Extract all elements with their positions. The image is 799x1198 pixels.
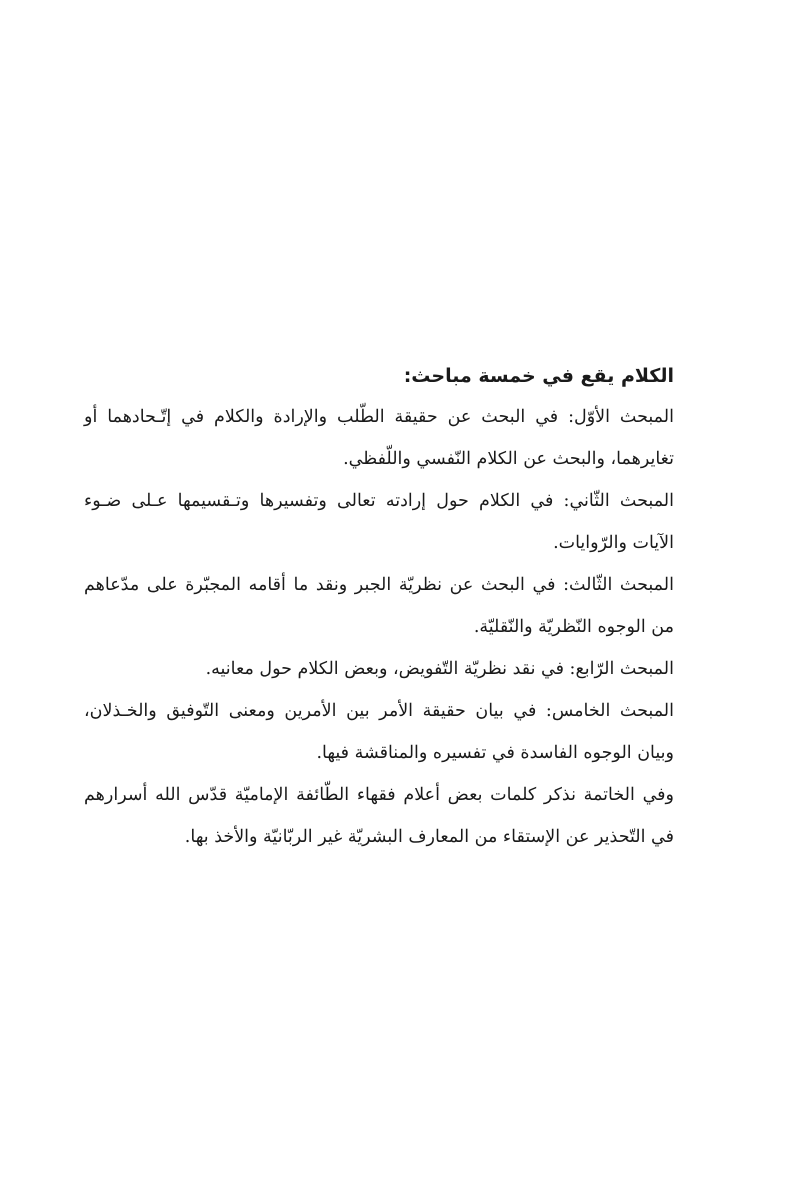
paragraph-conclusion: وفي الخاتمة نذكر كلمات بعض أعلام فقهاء الطّائفة الإماميّة قدّس الله أسرارهم في التّحذير عن الإستقاء من المعارف البشريّة غير الربّانيّة والأخذ بها. <box>84 785 674 847</box>
page-content <box>84 356 674 858</box>
paragraph-fourth-topic: المبحث الرّابع: في نقد نظريّة التّفويض، وبعض الكلام حول معانيه. <box>205 659 674 679</box>
paragraph-fifth-topic: المبحث الخامس: في بيان حقيقة الأمر بين الأمرين ومعنى التّوفيق والخـذلان، وبيان الوجوه الفاسدة في تفسيره والمناقشة فيها. <box>84 701 674 763</box>
section-heading: الكلام يقع في خمسة مباحث: <box>403 365 674 387</box>
paragraph-first-topic: المبحث الأوّل: في البحث عن حقيقة الطّلب والإرادة والكلام في إتّـحادهما أو تغايرهما، والبحث عن الكلام النّفسي واللّفظي. <box>84 407 674 469</box>
paragraph-third-topic: المبحث الثّالث: في البحث عن نظريّة الجبر ونقد ما أقامه المجبّرة على مدّعاهم من الوجوه النّظريّة والنّقليّة. <box>84 575 674 637</box>
paragraph-second-topic: المبحث الثّاني: في الكلام حول إرادته تعالى وتفسيرها وتـقسيمها عـلى ضـوء الآيات والرّوايات. <box>84 491 674 553</box>
